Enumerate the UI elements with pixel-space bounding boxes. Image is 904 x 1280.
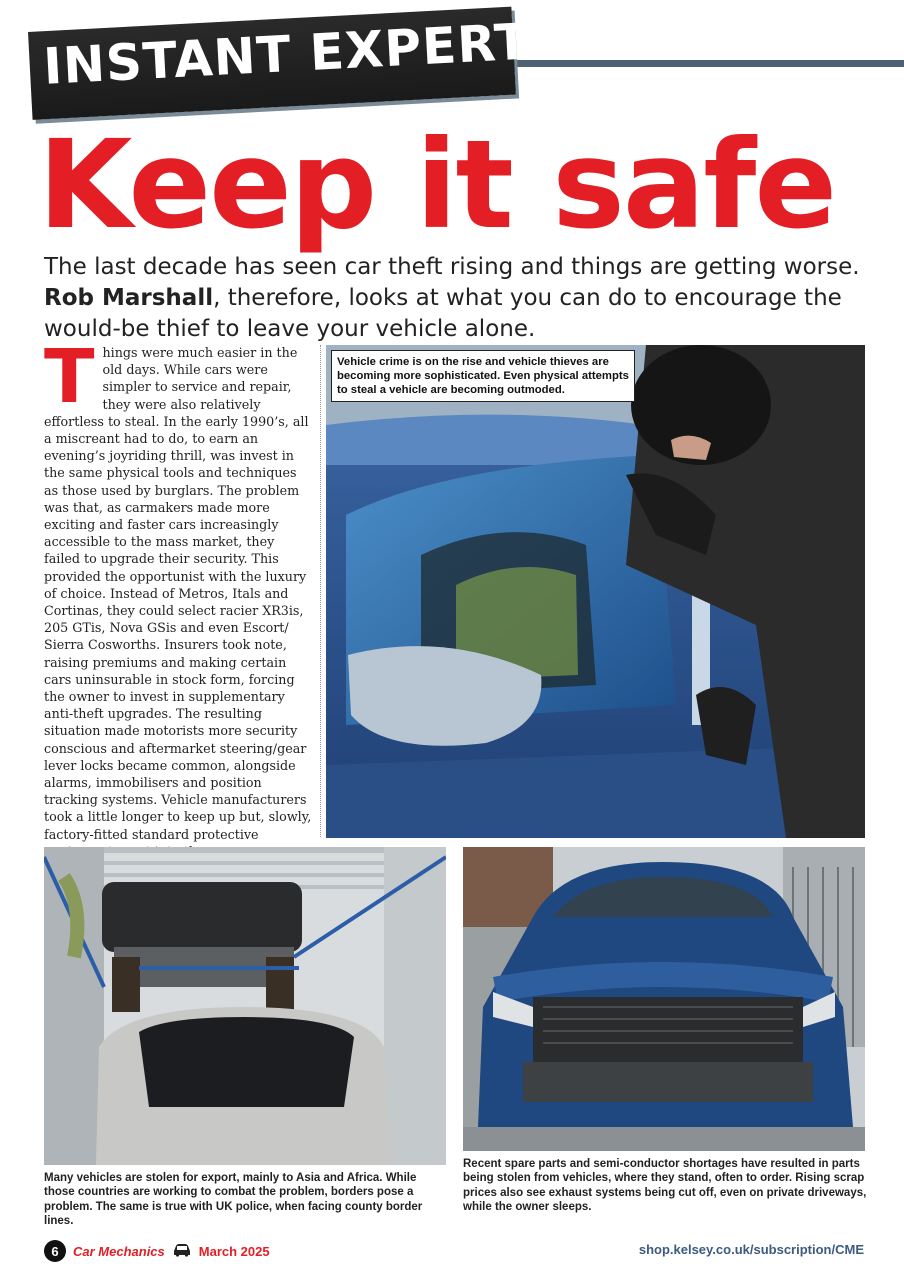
author-name: Rob Marshall: [44, 285, 214, 311]
column-divider: [320, 345, 321, 837]
stripped-car-caption: Recent spare parts and semi-conductor shortages have resulted in parts being stolen from vehicles, where they stand, often to order. Rising scrap prices also see exhaust systems being cut off, even on private driveways, while the owner sleeps.: [463, 1158, 867, 1213]
section-label: INSTANT EXPERT: [42, 12, 531, 96]
drop-cap: T: [44, 334, 95, 420]
thief-illustration: [326, 345, 865, 838]
container-photo-caption: Many vehicles are stolen for export, mainly to Asia and Africa. While those countries are working to combat the problem, borders pose a problem. The same is true with UK police, when facing county border lines.: [44, 1172, 423, 1227]
standfirst-intro: The last decade has seen car theft rising and things are getting worse.: [44, 254, 860, 280]
main-photo-caption: Vehicle crime is on the rise and vehicle thieves are becoming more sophisticated. Even physical attempts to steal a vehicle are becoming outmoded.: [331, 350, 635, 402]
standfirst-rest: , therefore, looks at what you can do to encourage the would-be thief to leave your vehicle alone.: [44, 285, 842, 342]
stripped-car-photo: [463, 847, 865, 1151]
article-body: [44, 334, 314, 860]
main-photo-car-thief: [326, 345, 865, 838]
container-illustration: [44, 847, 446, 1165]
headline: Keep it safe: [38, 114, 836, 256]
magazine-title: Car Mechanics: [73, 1243, 165, 1259]
footer-folio: [44, 1240, 270, 1262]
issue-date: March 2025: [198, 1243, 270, 1259]
container-photo: [44, 847, 446, 1165]
article-text: hings were much easier in the old days. While cars were simpler to service and repair, they were also relatively effortless to steal. In the early 1990’s, all a miscreant had to do, to earn an evening’s joyriding thrill, was invest in the same physical tools and techniques as those used by burglars. The problem was that, as carmakers made more exciting and faster cars increasingly accessible to the mass market, they failed to upgrade their security. This provided the opportunist with the luxury of choice. Instead of Metros, Itals and Cortinas, they could select racier XR3is, 205 GTis, Nova GSis and even Escort/ Sierra Cosworths. Insurers took note, raising premiums and making certain cars uninsurable in stock form, forcing the owner to invest in supplementary anti-theft upgrades. The resulting situation made motorists more security conscious and aftermarket steering/gear lever locks became common, alongside alarms, immobilisers and position tracking systems. Vehicle manufacturers took a little longer to keep up but, slowly, factory-fitted standard protective: [44, 345, 312, 842]
stripped-car-illustration: [463, 847, 865, 1151]
car-icon: [172, 1242, 192, 1261]
subscription-link[interactable]: shop.kelsey.co.uk/subscription/CME: [638, 1242, 864, 1257]
standfirst: [44, 252, 874, 345]
page-number: 6: [44, 1240, 66, 1262]
